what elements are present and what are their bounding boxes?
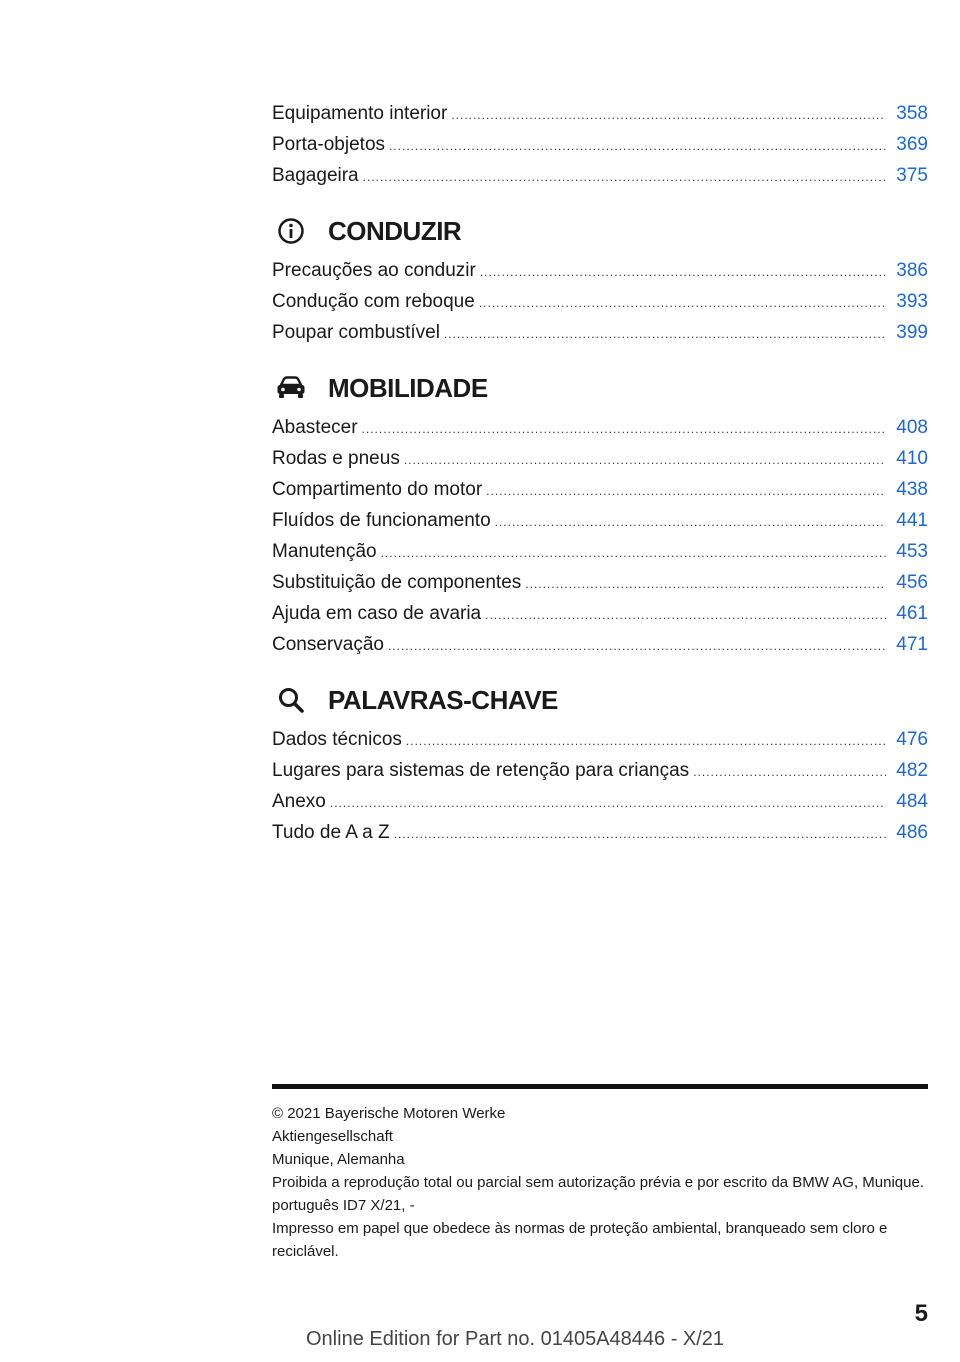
section-heading: MOBILIDADE [328,372,488,403]
leader-dots [525,577,886,591]
toc-entry-page[interactable]: 476 [896,729,928,750]
toc-entry-page[interactable]: 369 [896,134,928,155]
leader-dots [362,422,887,436]
toc-entry-title: Ajuda em caso de avaria [272,603,482,624]
toc-entry[interactable] [272,541,928,572]
toc-entry-title: Tudo de A a Z [272,822,390,843]
toc-entry-title: Bagageira [272,165,359,186]
toc-entry[interactable] [272,603,928,634]
toc-entry-page[interactable]: 410 [896,448,928,469]
imprint-line: Munique, Alemanha [272,1151,405,1168]
toc-entry-title: Compartimento do motor [272,479,483,500]
leader-dots [363,170,887,184]
imprint-line: Impresso em papel que obedece às normas de proteção ambiental, branqueado sem cloro e reciclável. [272,1220,888,1260]
search-icon [274,683,308,717]
online-edition-watermark: Online Edition for Part no. 01405A48446 - X/21 [306,1328,725,1350]
toc-entry[interactable] [272,134,928,165]
table-of-contents [272,103,928,853]
toc-entry[interactable] [272,822,928,853]
toc-entry-page[interactable]: 375 [896,165,928,186]
toc-entry-title: Rodas e pneus [272,448,400,469]
info-circle-icon [274,214,308,248]
toc-entry-page[interactable]: 441 [896,510,928,531]
section-header-conduzir [272,206,928,256]
toc-entry-title: Abastecer [272,417,358,438]
toc-entry-page[interactable]: 461 [896,603,928,624]
leader-dots [693,765,886,779]
car-icon [274,371,308,405]
toc-entry-page[interactable]: 399 [896,322,928,343]
leader-dots [451,108,886,122]
leader-dots [406,734,886,748]
toc-entry[interactable] [272,291,928,322]
leader-dots [444,327,886,341]
toc-entry[interactable] [272,791,928,822]
leader-dots [330,796,886,810]
toc-entry-title: Anexo [272,791,326,812]
toc-entry-page[interactable]: 386 [896,260,928,281]
toc-entry-page[interactable]: 471 [896,634,928,655]
toc-entry[interactable] [272,260,928,291]
toc-entry[interactable] [272,729,928,760]
imprint [272,1102,928,1263]
section-heading: CONDUZIR [328,215,462,246]
section-header-mobilidade [272,363,928,413]
toc-entry-page[interactable]: 393 [896,291,928,312]
toc-entry-title: Porta-objetos [272,134,386,155]
leader-dots [486,484,886,498]
toc-entry[interactable] [272,322,928,353]
toc-entry-title: Conservação [272,634,384,655]
toc-entry[interactable] [272,448,928,479]
toc-entry-title: Substituição de componentes [272,572,522,593]
page-number: 5 [914,1300,928,1327]
toc-entry[interactable] [272,103,928,134]
toc-entry[interactable] [272,165,928,196]
leader-dots [485,608,886,622]
toc-entry-title: Condução com reboque [272,291,475,312]
leader-dots [495,515,887,529]
toc-entry-title: Equipamento interior [272,103,448,124]
section-header-palavras-chave [272,675,928,725]
leader-dots [479,296,886,310]
toc-entry-title: Manutenção [272,541,377,562]
imprint-line: português ID7 X/21, - [272,1197,415,1214]
toc-entry[interactable] [272,572,928,603]
toc-entry-page[interactable]: 453 [896,541,928,562]
toc-entry-page[interactable]: 408 [896,417,928,438]
toc-entry-page[interactable]: 358 [896,103,928,124]
toc-entry[interactable] [272,760,928,791]
toc-entry-title: Lugares para sistemas de retenção para crianças [272,760,690,781]
imprint-line: Aktiengesellschaft [272,1128,393,1145]
imprint-line: Proibida a reprodução total ou parcial sem autorização prévia e por escrito da BMW AG, Munique. [272,1174,925,1191]
toc-entry[interactable] [272,510,928,541]
imprint-line: © 2021 Bayerische Motoren Werke [272,1105,506,1122]
toc-entry-page[interactable]: 438 [896,479,928,500]
leader-dots [389,139,886,153]
toc-entry-page[interactable]: 486 [896,822,928,843]
leader-dots [388,639,886,653]
section-heading: PALAVRAS-CHAVE [328,684,558,715]
toc-entry[interactable] [272,634,928,665]
toc-entry-title: Poupar combustível [272,322,440,343]
leader-dots [381,546,887,560]
toc-entry-page[interactable]: 456 [896,572,928,593]
toc-entry-page[interactable]: 484 [896,791,928,812]
toc-entry[interactable] [272,417,928,448]
leader-dots [404,453,886,467]
toc-entry-page[interactable]: 482 [896,760,928,781]
leader-dots [480,265,886,279]
toc-entry[interactable] [272,479,928,510]
toc-entry-title: Precauções ao conduzir [272,260,476,281]
toc-entry-title: Dados técnicos [272,729,402,750]
leader-dots [394,827,887,841]
footer-divider [272,1084,928,1089]
toc-entry-title: Fluídos de funcionamento [272,510,491,531]
